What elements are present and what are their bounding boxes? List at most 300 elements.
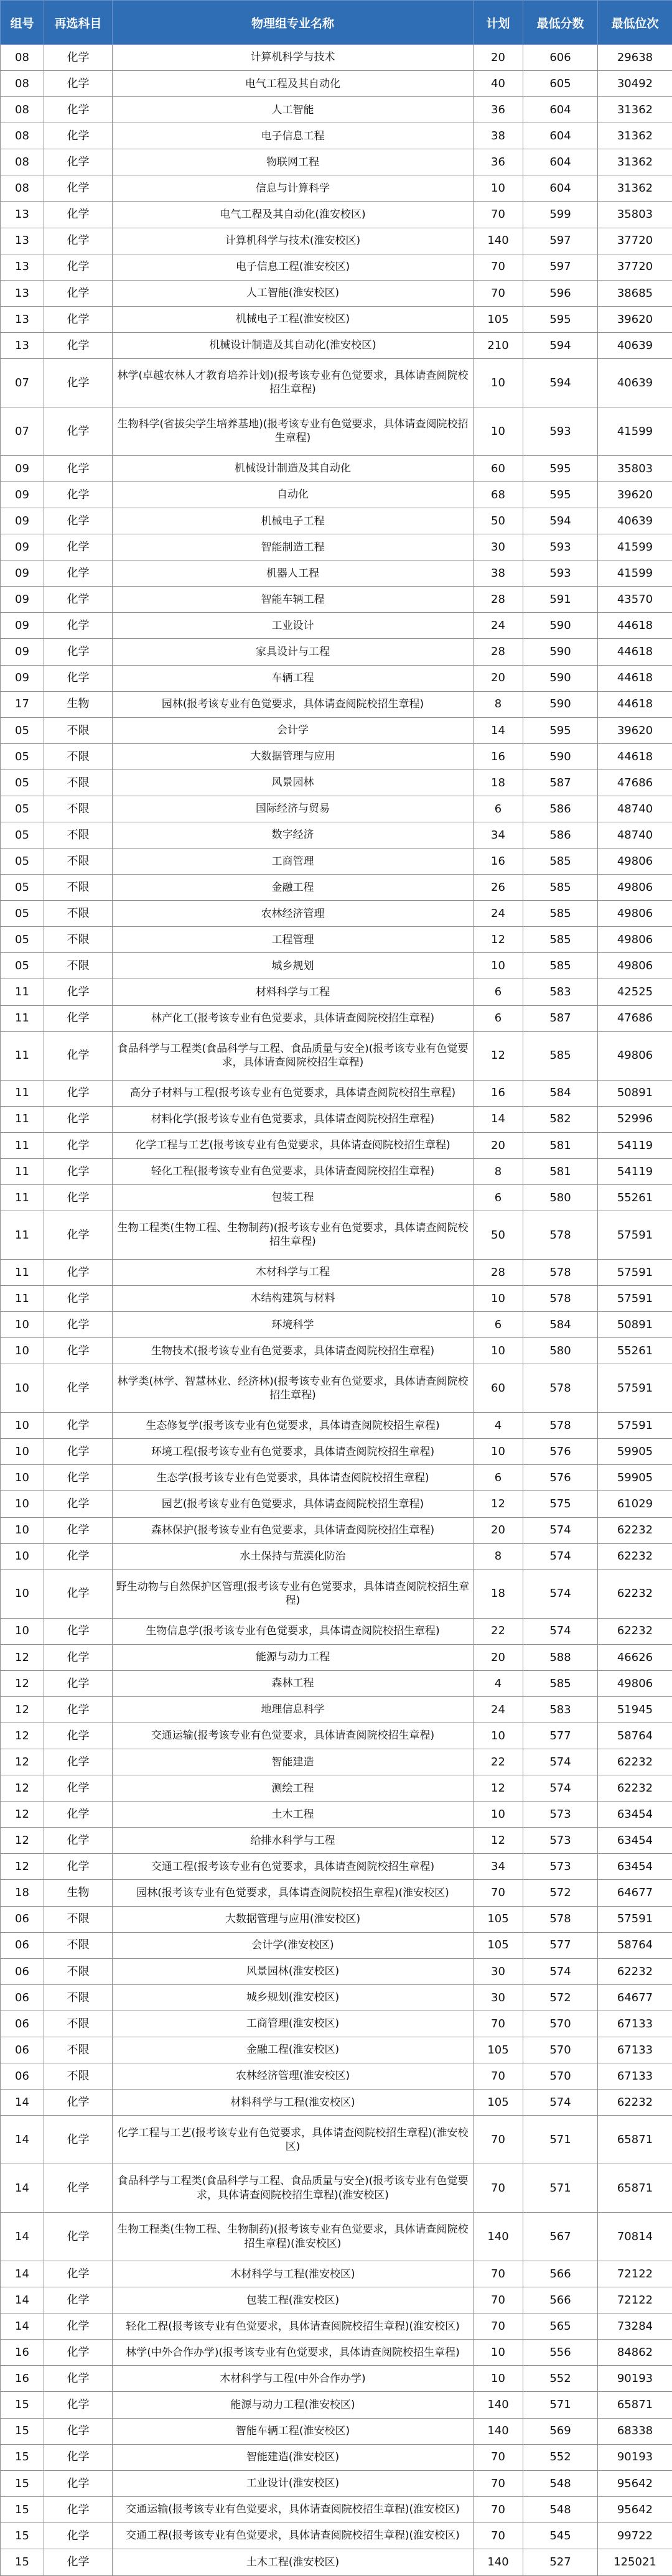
table-row bbox=[1, 2470, 672, 2496]
min-score-cell: 578 bbox=[523, 1286, 598, 1312]
min-score-cell: 594 bbox=[523, 358, 598, 407]
table-row bbox=[1, 2213, 672, 2261]
plan-cell: 70 bbox=[474, 2116, 523, 2164]
subject-cell: 化学 bbox=[44, 2523, 113, 2549]
group-no-cell: 09 bbox=[1, 508, 44, 534]
subject-cell: 化学 bbox=[44, 332, 113, 358]
min-score-cell: 590 bbox=[523, 613, 598, 639]
major-name-cell: 土木工程 bbox=[113, 1802, 474, 1828]
min-rank-cell: 95642 bbox=[598, 2470, 672, 2496]
major-name-cell: 野生动物与自然保护区管理(报考该专业有色觉要求，具体请查阅院校招生章程) bbox=[113, 1569, 474, 1618]
major-name-cell: 会计学(淮安校区) bbox=[113, 1932, 474, 1958]
min-rank-cell: 58764 bbox=[598, 1723, 672, 1749]
major-name-cell: 给排水科学与工程 bbox=[113, 1828, 474, 1854]
subject-cell: 化学 bbox=[44, 1439, 113, 1465]
table-row bbox=[1, 1749, 672, 1775]
group-no-cell: 09 bbox=[1, 665, 44, 691]
table-row bbox=[1, 2116, 672, 2164]
group-no-cell: 07 bbox=[1, 358, 44, 407]
min-rank-cell: 57591 bbox=[598, 1364, 672, 1413]
plan-cell: 18 bbox=[474, 1569, 523, 1618]
subject-cell: 化学 bbox=[44, 455, 113, 481]
subject-cell: 不限 bbox=[44, 743, 113, 770]
group-no-cell: 14 bbox=[1, 2213, 44, 2261]
min-score-cell: 574 bbox=[523, 1517, 598, 1543]
table-header bbox=[1, 1, 672, 45]
min-rank-cell: 57591 bbox=[598, 1413, 672, 1439]
group-no-cell: 11 bbox=[1, 1286, 44, 1312]
plan-cell: 6 bbox=[474, 796, 523, 822]
min-score-cell: 585 bbox=[523, 1670, 598, 1696]
min-score-cell: 527 bbox=[523, 2549, 598, 2575]
subject-cell: 生物 bbox=[44, 691, 113, 717]
min-score-cell: 578 bbox=[523, 1364, 598, 1413]
min-rank-cell: 62232 bbox=[598, 1775, 672, 1802]
subject-cell: 化学 bbox=[44, 1802, 113, 1828]
min-score-cell: 593 bbox=[523, 560, 598, 587]
plan-cell: 6 bbox=[474, 979, 523, 1005]
group-no-cell: 09 bbox=[1, 534, 44, 560]
subject-cell: 化学 bbox=[44, 481, 113, 508]
major-name-cell: 材料化学(报考该专业有色觉要求，具体请查阅院校招生章程) bbox=[113, 1106, 474, 1132]
table-row bbox=[1, 979, 672, 1005]
table-row bbox=[1, 280, 672, 306]
major-name-cell: 农林经济管理 bbox=[113, 901, 474, 927]
plan-cell: 140 bbox=[474, 228, 523, 254]
table-row bbox=[1, 1828, 672, 1854]
min-rank-cell: 57591 bbox=[598, 1906, 672, 1932]
min-score-cell: 594 bbox=[523, 508, 598, 534]
min-score-cell: 574 bbox=[523, 1543, 598, 1569]
min-score-cell: 590 bbox=[523, 639, 598, 665]
group-no-cell: 15 bbox=[1, 2523, 44, 2549]
min-score-cell: 581 bbox=[523, 1132, 598, 1158]
table-row bbox=[1, 1932, 672, 1958]
subject-cell: 化学 bbox=[44, 1259, 113, 1285]
plan-cell: 60 bbox=[474, 1364, 523, 1413]
header-major-name: 物理组专业名称 bbox=[113, 1, 474, 45]
group-no-cell: 18 bbox=[1, 1880, 44, 1906]
major-name-cell: 车辆工程 bbox=[113, 665, 474, 691]
major-name-cell: 人工智能 bbox=[113, 97, 474, 123]
plan-cell: 20 bbox=[474, 1517, 523, 1543]
plan-cell: 30 bbox=[474, 1958, 523, 1984]
min-rank-cell: 55261 bbox=[598, 1338, 672, 1364]
min-rank-cell: 51945 bbox=[598, 1696, 672, 1723]
plan-cell: 10 bbox=[474, 1439, 523, 1465]
group-no-cell: 10 bbox=[1, 1312, 44, 1338]
subject-cell: 化学 bbox=[44, 2164, 113, 2213]
min-score-cell: 580 bbox=[523, 1184, 598, 1211]
min-rank-cell: 44618 bbox=[598, 639, 672, 665]
plan-cell: 140 bbox=[474, 2549, 523, 2575]
min-score-cell: 573 bbox=[523, 1854, 598, 1880]
min-rank-cell: 65871 bbox=[598, 2164, 672, 2213]
min-score-cell: 595 bbox=[523, 455, 598, 481]
group-no-cell: 15 bbox=[1, 2392, 44, 2418]
subject-cell: 不限 bbox=[44, 717, 113, 743]
min-score-cell: 606 bbox=[523, 45, 598, 71]
major-name-cell: 木结构建筑与材料 bbox=[113, 1286, 474, 1312]
subject-cell: 化学 bbox=[44, 560, 113, 587]
min-score-cell: 585 bbox=[523, 927, 598, 953]
major-name-cell: 国际经济与贸易 bbox=[113, 796, 474, 822]
subject-cell: 化学 bbox=[44, 228, 113, 254]
min-rank-cell: 63454 bbox=[598, 1802, 672, 1828]
min-rank-cell: 49806 bbox=[598, 927, 672, 953]
major-name-cell: 能源与动力工程(淮安校区) bbox=[113, 2392, 474, 2418]
plan-cell: 10 bbox=[474, 953, 523, 979]
plan-cell: 70 bbox=[474, 2164, 523, 2213]
min-score-cell: 574 bbox=[523, 2090, 598, 2116]
min-rank-cell: 31362 bbox=[598, 97, 672, 123]
major-name-cell: 金融工程(淮安校区) bbox=[113, 2037, 474, 2063]
group-no-cell: 06 bbox=[1, 1932, 44, 1958]
min-rank-cell: 37720 bbox=[598, 228, 672, 254]
subject-cell: 化学 bbox=[44, 2418, 113, 2444]
table-row bbox=[1, 770, 672, 796]
min-rank-cell: 64677 bbox=[598, 1984, 672, 2011]
major-name-cell: 城乡规划(淮安校区) bbox=[113, 1984, 474, 2011]
min-score-cell: 596 bbox=[523, 280, 598, 306]
group-no-cell: 12 bbox=[1, 1775, 44, 1802]
min-rank-cell: 70814 bbox=[598, 2213, 672, 2261]
table-row bbox=[1, 1491, 672, 1517]
min-score-cell: 552 bbox=[523, 2366, 598, 2392]
table-row bbox=[1, 2090, 672, 2116]
group-no-cell: 10 bbox=[1, 1569, 44, 1618]
group-no-cell: 16 bbox=[1, 2366, 44, 2392]
plan-cell: 12 bbox=[474, 1031, 523, 1080]
major-name-cell: 食品科学与工程类(食品科学与工程、食品质量与安全)(报考该专业有色觉要求，具体请查阅院校招生章程)(淮安校区) bbox=[113, 2164, 474, 2213]
subject-cell: 化学 bbox=[44, 2392, 113, 2418]
group-no-cell: 15 bbox=[1, 2470, 44, 2496]
major-name-cell: 计算机科学与技术(淮安校区) bbox=[113, 228, 474, 254]
table-row bbox=[1, 1312, 672, 1338]
group-no-cell: 05 bbox=[1, 927, 44, 953]
subject-cell: 不限 bbox=[44, 796, 113, 822]
plan-cell: 210 bbox=[474, 332, 523, 358]
table-row bbox=[1, 2164, 672, 2213]
group-no-cell: 15 bbox=[1, 2418, 44, 2444]
min-score-cell: 597 bbox=[523, 254, 598, 280]
group-no-cell: 06 bbox=[1, 1984, 44, 2011]
table-row bbox=[1, 743, 672, 770]
min-score-cell: 571 bbox=[523, 2164, 598, 2213]
min-score-cell: 548 bbox=[523, 2496, 598, 2523]
plan-cell: 105 bbox=[474, 1906, 523, 1932]
subject-cell: 化学 bbox=[44, 639, 113, 665]
table-row bbox=[1, 2261, 672, 2287]
plan-cell: 10 bbox=[474, 407, 523, 455]
plan-cell: 16 bbox=[474, 1080, 523, 1106]
subject-cell: 化学 bbox=[44, 665, 113, 691]
subject-cell: 化学 bbox=[44, 407, 113, 455]
min-score-cell: 578 bbox=[523, 1211, 598, 1259]
group-no-cell: 13 bbox=[1, 332, 44, 358]
table-row bbox=[1, 849, 672, 875]
plan-cell: 70 bbox=[474, 2496, 523, 2523]
subject-cell: 化学 bbox=[44, 1338, 113, 1364]
subject-cell: 化学 bbox=[44, 149, 113, 175]
min-rank-cell: 99722 bbox=[598, 2523, 672, 2549]
min-rank-cell: 59905 bbox=[598, 1465, 672, 1491]
table-row bbox=[1, 481, 672, 508]
major-name-cell: 交通工程(报考该专业有色觉要求，具体请查阅院校招生章程) bbox=[113, 1854, 474, 1880]
min-score-cell: 580 bbox=[523, 1338, 598, 1364]
major-name-cell: 物联网工程 bbox=[113, 149, 474, 175]
min-score-cell: 574 bbox=[523, 1618, 598, 1644]
min-score-cell: 581 bbox=[523, 1158, 598, 1184]
min-score-cell: 584 bbox=[523, 1312, 598, 1338]
min-rank-cell: 68338 bbox=[598, 2418, 672, 2444]
plan-cell: 70 bbox=[474, 2063, 523, 2089]
group-no-cell: 06 bbox=[1, 2063, 44, 2089]
min-rank-cell: 62232 bbox=[598, 2090, 672, 2116]
min-rank-cell: 49806 bbox=[598, 953, 672, 979]
subject-cell: 化学 bbox=[44, 2287, 113, 2313]
plan-cell: 70 bbox=[474, 2523, 523, 2549]
min-score-cell: 576 bbox=[523, 1439, 598, 1465]
group-no-cell: 17 bbox=[1, 691, 44, 717]
plan-cell: 105 bbox=[474, 306, 523, 332]
min-score-cell: 566 bbox=[523, 2287, 598, 2313]
major-name-cell: 林学(卓越农林人才教育培养计划)(报考该专业有色觉要求，具体请查阅院校招生章程) bbox=[113, 358, 474, 407]
min-score-cell: 595 bbox=[523, 306, 598, 332]
table-row bbox=[1, 1005, 672, 1031]
major-name-cell: 金融工程 bbox=[113, 875, 474, 901]
plan-cell: 105 bbox=[474, 2037, 523, 2063]
plan-cell: 70 bbox=[474, 280, 523, 306]
group-no-cell: 05 bbox=[1, 849, 44, 875]
min-rank-cell: 63454 bbox=[598, 1854, 672, 1880]
table-row bbox=[1, 1413, 672, 1439]
group-no-cell: 05 bbox=[1, 875, 44, 901]
table-row bbox=[1, 1906, 672, 1932]
min-rank-cell: 62232 bbox=[598, 1958, 672, 1984]
major-name-cell: 交通运输(报考该专业有色觉要求，具体请查阅院校招生章程) bbox=[113, 1723, 474, 1749]
header-min-score: 最低分数 bbox=[523, 1, 598, 45]
subject-cell: 化学 bbox=[44, 1106, 113, 1132]
group-no-cell: 13 bbox=[1, 202, 44, 228]
min-rank-cell: 46626 bbox=[598, 1644, 672, 1670]
table-row bbox=[1, 875, 672, 901]
major-name-cell: 园林(报考该专业有色觉要求，具体请查阅院校招生章程) bbox=[113, 691, 474, 717]
subject-cell: 化学 bbox=[44, 306, 113, 332]
major-name-cell: 地理信息科学 bbox=[113, 1696, 474, 1723]
table-row bbox=[1, 2011, 672, 2037]
major-name-cell: 木材科学与工程 bbox=[113, 1259, 474, 1285]
subject-cell: 不限 bbox=[44, 2037, 113, 2063]
subject-cell: 化学 bbox=[44, 2549, 113, 2575]
table-row bbox=[1, 1106, 672, 1132]
plan-cell: 10 bbox=[474, 1338, 523, 1364]
subject-cell: 化学 bbox=[44, 1543, 113, 1569]
major-name-cell: 生物科学(省拔尖学生培养基地)(报考该专业有色觉要求，具体请查阅院校招生章程) bbox=[113, 407, 474, 455]
min-rank-cell: 57591 bbox=[598, 1286, 672, 1312]
plan-cell: 36 bbox=[474, 97, 523, 123]
group-no-cell: 10 bbox=[1, 1465, 44, 1491]
major-name-cell: 工业设计 bbox=[113, 613, 474, 639]
subject-cell: 不限 bbox=[44, 770, 113, 796]
subject-cell: 化学 bbox=[44, 2496, 113, 2523]
min-rank-cell: 44618 bbox=[598, 743, 672, 770]
min-score-cell: 572 bbox=[523, 1880, 598, 1906]
group-no-cell: 11 bbox=[1, 1080, 44, 1106]
major-name-cell: 机械设计制造及其自动化(淮安校区) bbox=[113, 332, 474, 358]
table-row bbox=[1, 1132, 672, 1158]
plan-cell: 18 bbox=[474, 770, 523, 796]
subject-cell: 化学 bbox=[44, 1211, 113, 1259]
min-score-cell: 587 bbox=[523, 1005, 598, 1031]
min-rank-cell: 35803 bbox=[598, 202, 672, 228]
min-score-cell: 593 bbox=[523, 534, 598, 560]
table-row bbox=[1, 123, 672, 149]
major-name-cell: 环境科学 bbox=[113, 1312, 474, 1338]
major-name-cell: 电气工程及其自动化 bbox=[113, 71, 474, 97]
major-name-cell: 农林经济管理(淮安校区) bbox=[113, 2063, 474, 2089]
table-row bbox=[1, 254, 672, 280]
min-rank-cell: 72122 bbox=[598, 2261, 672, 2287]
min-score-cell: 587 bbox=[523, 770, 598, 796]
plan-cell: 28 bbox=[474, 639, 523, 665]
min-rank-cell: 62232 bbox=[598, 1569, 672, 1618]
plan-cell: 10 bbox=[474, 1723, 523, 1749]
table-row bbox=[1, 228, 672, 254]
min-rank-cell: 31362 bbox=[598, 149, 672, 175]
min-score-cell: 586 bbox=[523, 796, 598, 822]
subject-cell: 化学 bbox=[44, 979, 113, 1005]
major-name-cell: 化学工程与工艺(报考该专业有色觉要求，具体请查阅院校招生章程) bbox=[113, 1132, 474, 1158]
plan-cell: 10 bbox=[474, 1286, 523, 1312]
plan-cell: 24 bbox=[474, 1696, 523, 1723]
min-rank-cell: 54119 bbox=[598, 1132, 672, 1158]
min-rank-cell: 62232 bbox=[598, 1618, 672, 1644]
min-rank-cell: 39620 bbox=[598, 481, 672, 508]
subject-cell: 化学 bbox=[44, 1184, 113, 1211]
min-rank-cell: 42525 bbox=[598, 979, 672, 1005]
plan-cell: 20 bbox=[474, 1644, 523, 1670]
subject-cell: 化学 bbox=[44, 1644, 113, 1670]
group-no-cell: 06 bbox=[1, 2011, 44, 2037]
min-rank-cell: 67133 bbox=[598, 2011, 672, 2037]
min-score-cell: 586 bbox=[523, 822, 598, 848]
table-row bbox=[1, 202, 672, 228]
major-name-cell: 水土保持与荒漠化防治 bbox=[113, 1543, 474, 1569]
subject-cell: 化学 bbox=[44, 1132, 113, 1158]
min-rank-cell: 64677 bbox=[598, 1880, 672, 1906]
min-rank-cell: 44618 bbox=[598, 691, 672, 717]
group-no-cell: 12 bbox=[1, 1749, 44, 1775]
min-score-cell: 552 bbox=[523, 2444, 598, 2470]
table-row bbox=[1, 1080, 672, 1106]
group-no-cell: 16 bbox=[1, 2340, 44, 2366]
plan-cell: 24 bbox=[474, 901, 523, 927]
group-no-cell: 05 bbox=[1, 901, 44, 927]
group-no-cell: 14 bbox=[1, 2164, 44, 2213]
group-no-cell: 09 bbox=[1, 481, 44, 508]
subject-cell: 化学 bbox=[44, 1413, 113, 1439]
major-name-cell: 园艺(报考该专业有色觉要求，具体请查阅院校招生章程) bbox=[113, 1491, 474, 1517]
min-rank-cell: 58764 bbox=[598, 1932, 672, 1958]
min-rank-cell: 49806 bbox=[598, 875, 672, 901]
table-row bbox=[1, 1158, 672, 1184]
table-row bbox=[1, 407, 672, 455]
subject-cell: 化学 bbox=[44, 2470, 113, 2496]
group-no-cell: 11 bbox=[1, 1031, 44, 1080]
table-row bbox=[1, 1802, 672, 1828]
table-row bbox=[1, 1696, 672, 1723]
min-score-cell: 604 bbox=[523, 149, 598, 175]
plan-cell: 38 bbox=[474, 560, 523, 587]
plan-cell: 16 bbox=[474, 849, 523, 875]
major-name-cell: 智能制造工程 bbox=[113, 534, 474, 560]
group-no-cell: 10 bbox=[1, 1517, 44, 1543]
group-no-cell: 09 bbox=[1, 560, 44, 587]
subject-cell: 化学 bbox=[44, 358, 113, 407]
major-name-cell: 风景园林 bbox=[113, 770, 474, 796]
min-score-cell: 585 bbox=[523, 875, 598, 901]
header-min-rank: 最低位次 bbox=[598, 1, 672, 45]
min-rank-cell: 44618 bbox=[598, 665, 672, 691]
plan-cell: 4 bbox=[474, 1413, 523, 1439]
plan-cell: 20 bbox=[474, 45, 523, 71]
min-score-cell: 590 bbox=[523, 691, 598, 717]
min-score-cell: 604 bbox=[523, 123, 598, 149]
min-score-cell: 588 bbox=[523, 1644, 598, 1670]
table-row bbox=[1, 71, 672, 97]
min-score-cell: 570 bbox=[523, 2011, 598, 2037]
subject-cell: 化学 bbox=[44, 2340, 113, 2366]
subject-cell: 化学 bbox=[44, 1854, 113, 1880]
major-name-cell: 食品科学与工程类(食品科学与工程、食品质量与安全)(报考该专业有色觉要求，具体请查阅院校招生章程) bbox=[113, 1031, 474, 1080]
min-rank-cell: 72122 bbox=[598, 2287, 672, 2313]
group-no-cell: 11 bbox=[1, 1005, 44, 1031]
table-row bbox=[1, 1854, 672, 1880]
plan-cell: 34 bbox=[474, 822, 523, 848]
table-row bbox=[1, 587, 672, 613]
min-score-cell: 556 bbox=[523, 2340, 598, 2366]
min-score-cell: 595 bbox=[523, 717, 598, 743]
plan-cell: 12 bbox=[474, 1491, 523, 1517]
major-name-cell: 工商管理(淮安校区) bbox=[113, 2011, 474, 2037]
subject-cell: 化学 bbox=[44, 1312, 113, 1338]
major-name-cell: 工商管理 bbox=[113, 849, 474, 875]
plan-cell: 10 bbox=[474, 358, 523, 407]
table-row bbox=[1, 717, 672, 743]
subject-cell: 化学 bbox=[44, 1517, 113, 1543]
min-rank-cell: 41599 bbox=[598, 407, 672, 455]
group-no-cell: 14 bbox=[1, 2090, 44, 2116]
subject-cell: 化学 bbox=[44, 587, 113, 613]
subject-cell: 不限 bbox=[44, 927, 113, 953]
subject-cell: 化学 bbox=[44, 97, 113, 123]
table-row bbox=[1, 1211, 672, 1259]
group-no-cell: 05 bbox=[1, 743, 44, 770]
subject-cell: 化学 bbox=[44, 534, 113, 560]
subject-cell: 化学 bbox=[44, 175, 113, 202]
major-name-cell: 木材科学与工程(中外合作办学) bbox=[113, 2366, 474, 2392]
min-rank-cell: 125021 bbox=[598, 2549, 672, 2575]
min-score-cell: 578 bbox=[523, 1413, 598, 1439]
group-no-cell: 07 bbox=[1, 407, 44, 455]
plan-cell: 8 bbox=[474, 1158, 523, 1184]
table-row bbox=[1, 332, 672, 358]
major-name-cell: 生物信息学(报考该专业有色觉要求，具体请查阅院校招生章程) bbox=[113, 1618, 474, 1644]
group-no-cell: 10 bbox=[1, 1338, 44, 1364]
table-body bbox=[1, 45, 672, 2576]
header-row bbox=[1, 1, 672, 45]
